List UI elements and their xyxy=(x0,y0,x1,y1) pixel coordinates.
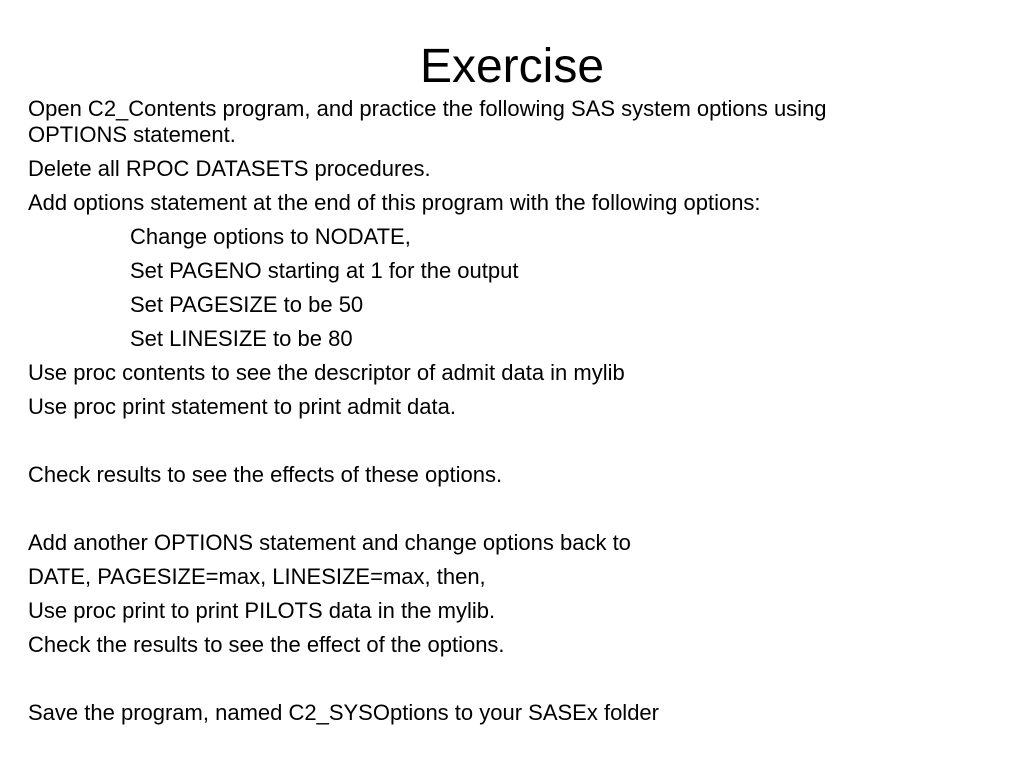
spacer xyxy=(28,420,998,454)
text-line: Use proc print statement to print admit data. xyxy=(28,394,456,419)
text-line: Add another OPTIONS statement and change options back to xyxy=(28,530,631,555)
text-line: Check the results to see the effect of the options. xyxy=(28,632,505,657)
text-line: DATE, PAGESIZE=max, LINESIZE=max, then, xyxy=(28,564,486,589)
spacer xyxy=(28,488,998,522)
text-line: Use proc print to print PILOTS data in the mylib. xyxy=(28,598,496,623)
slide-title: Exercise xyxy=(419,40,605,93)
text-line: Add options statement at the end of this program with the following options: xyxy=(28,190,761,215)
text-line: Check results to see the effects of these options. xyxy=(28,462,503,487)
text-line: OPTIONS statement. xyxy=(28,122,236,147)
indented-text-line: Set PAGESIZE to be 50 xyxy=(130,292,364,317)
text-line: Open C2_Contents program, and practice the following SAS system options using xyxy=(28,96,827,121)
text-line: Use proc contents to see the descriptor of admit data in mylib xyxy=(28,360,625,385)
indented-text-line: Set LINESIZE to be 80 xyxy=(130,326,353,351)
slide-body xyxy=(28,96,998,726)
spacer xyxy=(28,658,998,692)
indented-text-line: Set PAGENO starting at 1 for the output xyxy=(130,258,519,283)
text-line: Delete all RPOC DATASETS procedures. xyxy=(28,156,431,181)
text-line: Save the program, named C2_SYSOptions to your SASEx folder xyxy=(28,700,659,725)
indented-text-line: Change options to NODATE, xyxy=(130,224,411,249)
